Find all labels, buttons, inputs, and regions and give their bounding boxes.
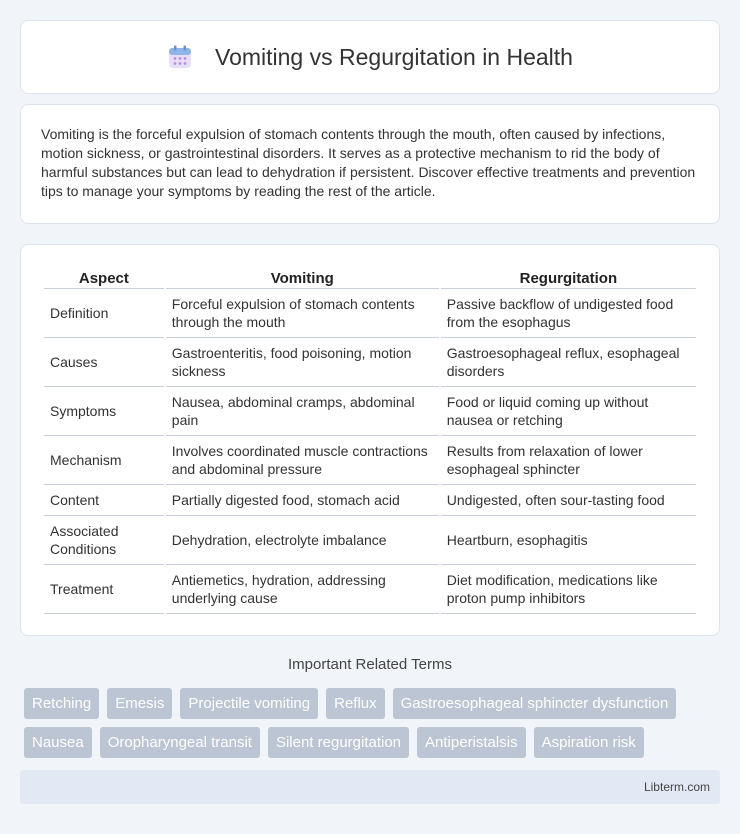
tag-nausea[interactable]: Nausea	[24, 727, 92, 758]
cell-regurgitation: Passive backflow of undigested food from the esophagus	[441, 289, 696, 338]
table-row	[44, 565, 696, 614]
page-title: Vomiting vs Regurgitation in Health	[215, 43, 573, 70]
intro-text: Vomiting is the forceful expulsion of stomach contents through the mouth, often caused by infections, motion sickness, or gastrointestinal disorders. It serves as a protective mechanism to rid the body of harmful substances but can lead to dehydration if persistent. Discover effective treatments and prevention tips to manage your symptoms by reading the rest of the article.	[41, 126, 696, 199]
cell-vomiting: Partially digested food, stomach acid	[166, 485, 439, 516]
table-row	[44, 387, 696, 436]
tag-aspiration-risk[interactable]: Aspiration risk	[534, 727, 644, 758]
cell-vomiting: Dehydration, electrolyte imbalance	[166, 516, 439, 565]
header-regurgitation: Regurgitation	[441, 263, 696, 289]
header-vomiting: Vomiting	[166, 263, 439, 289]
cell-vomiting: Involves coordinated muscle contractions and abdominal pressure	[166, 436, 439, 485]
table-row	[44, 485, 696, 516]
comparison-table-card	[20, 244, 720, 636]
cell-aspect: Mechanism	[44, 436, 164, 485]
cell-aspect: Associated Conditions	[44, 516, 164, 565]
cell-regurgitation: Food or liquid coming up without nausea or retching	[441, 387, 696, 436]
comparison-table	[42, 263, 698, 614]
cell-regurgitation: Heartburn, esophagitis	[441, 516, 696, 565]
cell-regurgitation: Undigested, often sour-tasting food	[441, 485, 696, 516]
cell-aspect: Symptoms	[44, 387, 164, 436]
tag-emesis[interactable]: Emesis	[107, 688, 172, 719]
table-row	[44, 436, 696, 485]
tag-oropharyngeal-transit[interactable]: Oropharyngeal transit	[100, 727, 260, 758]
footer-site-link[interactable]: Libterm.com	[643, 780, 710, 794]
cell-vomiting: Gastroenteritis, food poisoning, motion sickness	[166, 338, 439, 387]
cell-aspect: Content	[44, 485, 164, 516]
header-aspect: Aspect	[44, 263, 164, 289]
cell-regurgitation: Results from relaxation of lower esophageal sphincter	[441, 436, 696, 485]
cell-regurgitation: Gastroesophageal reflux, esophageal disorders	[441, 338, 696, 387]
tag-projectile-vomiting[interactable]: Projectile vomiting	[180, 688, 318, 719]
cell-regurgitation: Diet modification, medications like proton pump inhibitors	[441, 565, 696, 614]
tag-reflux[interactable]: Reflux	[326, 688, 385, 719]
table-row	[44, 516, 696, 565]
related-terms-title: Important Related Terms	[288, 656, 452, 673]
table-row	[44, 338, 696, 387]
cell-aspect: Causes	[44, 338, 164, 387]
cell-aspect: Definition	[44, 289, 164, 338]
tag-gastroesophageal-sphincter-dysfunction[interactable]: Gastroesophageal sphincter dysfunction	[393, 688, 677, 719]
tag-silent-regurgitation[interactable]: Silent regurgitation	[268, 727, 409, 758]
header-card	[20, 20, 720, 94]
footer	[20, 770, 720, 804]
cell-vomiting: Forceful expulsion of stomach contents through the mouth	[166, 289, 439, 338]
tag-antiperistalsis[interactable]: Antiperistalsis	[417, 727, 526, 758]
tag-retching[interactable]: Retching	[24, 688, 99, 719]
related-terms-tags	[20, 688, 720, 758]
calendar-icon	[167, 44, 193, 70]
table-row	[44, 289, 696, 338]
intro-card	[20, 104, 720, 224]
cell-vomiting: Nausea, abdominal cramps, abdominal pain	[166, 387, 439, 436]
cell-vomiting: Antiemetics, hydration, addressing underlying cause	[166, 565, 439, 614]
cell-aspect: Treatment	[44, 565, 164, 614]
